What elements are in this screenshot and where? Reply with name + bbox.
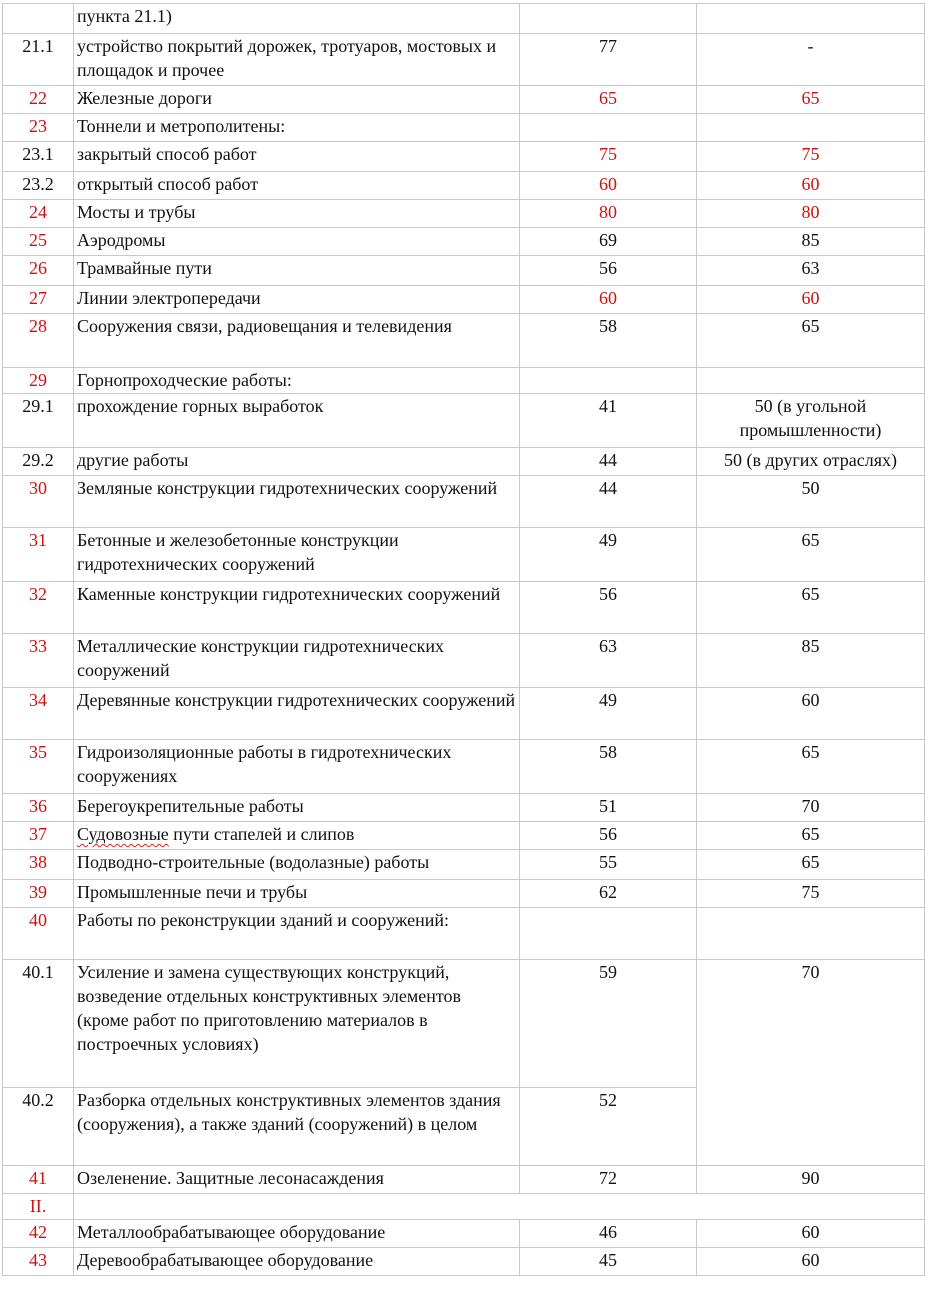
table-row [3, 908, 925, 960]
row-number: 34 [3, 688, 74, 740]
value-cell-1: 56 [520, 582, 697, 634]
value-cell-1: 41 [520, 394, 697, 448]
value-cell-2 [697, 4, 925, 34]
table-row [3, 1248, 925, 1276]
value-cell-2: 65 [697, 850, 925, 880]
value-cell-1: 44 [520, 476, 697, 528]
value-cell-2 [697, 368, 925, 394]
value-cell-1: 45 [520, 1248, 697, 1276]
table-row [3, 448, 925, 476]
row-number: 26 [3, 256, 74, 286]
work-type-cell: Деревянные конструкции гидротехнических сооружений [74, 688, 520, 740]
table-row [3, 256, 925, 286]
work-type-cell: Гидроизоляционные работы в гидротехнических сооружениях [74, 740, 520, 794]
value-cell-2: 90 [697, 1166, 925, 1194]
work-type-cell: другие работы [74, 448, 520, 476]
value-cell-2: 50 [697, 476, 925, 528]
value-cell-1: 69 [520, 228, 697, 256]
row-number: 30 [3, 476, 74, 528]
work-type-cell: Аэродромы [74, 228, 520, 256]
value-cell-1: 49 [520, 688, 697, 740]
table-row [3, 394, 925, 448]
row-number: 24 [3, 200, 74, 228]
table-row [3, 142, 925, 172]
table-row [3, 582, 925, 634]
row-number: 21.1 [3, 34, 74, 86]
work-type-cell: устройство покрытий дорожек, тротуаров, мостовых и площадок и прочее [74, 34, 520, 86]
work-type-cell: Тоннели и метрополитены: [74, 114, 520, 142]
work-type-label: пути стапелей и слипов [168, 824, 355, 844]
value-cell-1: 60 [520, 172, 697, 200]
value-cell-1: 59 [520, 960, 697, 1088]
work-type-cell: Мосты и трубы [74, 200, 520, 228]
table-row [3, 634, 925, 688]
row-number: 41 [3, 1166, 74, 1194]
row-number: 23.1 [3, 142, 74, 172]
value-cell-2: 65 [697, 740, 925, 794]
value-cell-2: 60 [697, 688, 925, 740]
value-cell-1: 44 [520, 448, 697, 476]
value-cell-2: 65 [697, 86, 925, 114]
table-row [3, 850, 925, 880]
row-number: 29.1 [3, 394, 74, 448]
work-type-cell: Разборка отдельных конструктивных элементов здания (сооружения), а также зданий (сооружений) в целом [74, 1088, 520, 1166]
value-cell-2: 63 [697, 256, 925, 286]
value-cell-1: 55 [520, 850, 697, 880]
row-number: 23.2 [3, 172, 74, 200]
value-cell-2: 60 [697, 172, 925, 200]
value-cell-1: 63 [520, 634, 697, 688]
row-number: 38 [3, 850, 74, 880]
value-cell-1: 56 [520, 822, 697, 850]
spellcheck-word: Судовозные [77, 824, 169, 844]
row-number: 40 [3, 908, 74, 960]
table-row [3, 314, 925, 368]
value-cell-2: 60 [697, 1248, 925, 1276]
row-number: II. [3, 1194, 74, 1220]
work-type-cell: прохождение горных выработок [74, 394, 520, 448]
work-type-cell: Земляные конструкции гидротехнических сооружений [74, 476, 520, 528]
value-cell-2: 85 [697, 228, 925, 256]
row-number: 36 [3, 794, 74, 822]
work-type-cell: пункта 21.1) [74, 4, 520, 34]
table-row [3, 114, 925, 142]
work-type-cell: закрытый способ работ [74, 142, 520, 172]
value-cell-1: 49 [520, 528, 697, 582]
value-cell-1 [520, 908, 697, 960]
value-cell-2: 65 [697, 314, 925, 368]
table-row [3, 286, 925, 314]
work-type-cell: Каменные конструкции гидротехнических сооружений [74, 582, 520, 634]
value-cell-2: 85 [697, 634, 925, 688]
value-cell-2: 80 [697, 200, 925, 228]
work-type-cell: открытый способ работ [74, 172, 520, 200]
norms-table [2, 3, 925, 1276]
value-cell-1: 62 [520, 880, 697, 908]
work-type-cell: Железные дороги [74, 86, 520, 114]
row-number: 29.2 [3, 448, 74, 476]
work-type-cell: Сооружения связи, радиовещания и телевидения [74, 314, 520, 368]
value-cell-2 [697, 114, 925, 142]
value-cell-1: 58 [520, 314, 697, 368]
value-cell-2: 60 [697, 286, 925, 314]
work-type-cell: Металлические конструкции гидротехнических сооружений [74, 634, 520, 688]
value-cell-2: 50 (в угольной промышленности) [697, 394, 925, 448]
row-number: 23 [3, 114, 74, 142]
work-type-cell: Трамвайные пути [74, 256, 520, 286]
value-cell-1: 51 [520, 794, 697, 822]
value-cell-2: 65 [697, 822, 925, 850]
row-number: 42 [3, 1220, 74, 1248]
work-type-cell: Горнопроходческие работы: [74, 368, 520, 394]
value-cell-1: 80 [520, 200, 697, 228]
work-type-cell: Озеленение. Защитные лесонасаждения [74, 1166, 520, 1194]
table-row [3, 794, 925, 822]
row-number: 40.2 [3, 1088, 74, 1166]
value-cell-1 [520, 368, 697, 394]
table-row [3, 4, 925, 34]
row-number: 25 [3, 228, 74, 256]
work-type-cell [74, 822, 520, 850]
value-cell-2 [697, 908, 925, 960]
value-cell-2: 65 [697, 528, 925, 582]
value-cell-1: 75 [520, 142, 697, 172]
section-cell [74, 1194, 925, 1220]
row-number: 43 [3, 1248, 74, 1276]
value-cell-1 [520, 114, 697, 142]
table-row [3, 1194, 925, 1220]
row-number: 40.1 [3, 960, 74, 1088]
value-cell-2: 50 (в других отраслях) [697, 448, 925, 476]
value-cell-1: 56 [520, 256, 697, 286]
work-type-cell: Линии электропередачи [74, 286, 520, 314]
work-type-cell: Усиление и замена существующих конструкций, возведение отдельных конструктивных элементов (кроме работ по приготовлению материалов в построечных условиях) [74, 960, 520, 1088]
table-row [3, 368, 925, 394]
row-number: 33 [3, 634, 74, 688]
work-type-cell: Работы по реконструкции зданий и сооружений: [74, 908, 520, 960]
table-row [3, 476, 925, 528]
work-type-cell: Промышленные печи и трубы [74, 880, 520, 908]
value-cell-1: 58 [520, 740, 697, 794]
row-number: 22 [3, 86, 74, 114]
work-type-cell: Подводно-строительные (водолазные) работы [74, 850, 520, 880]
value-cell-2: 75 [697, 880, 925, 908]
row-number: 39 [3, 880, 74, 908]
value-cell-2: 60 [697, 1220, 925, 1248]
row-number: 27 [3, 286, 74, 314]
table-body [3, 4, 925, 1276]
row-number [3, 4, 74, 34]
table-row [3, 960, 925, 1088]
table-row [3, 880, 925, 908]
table-row [3, 740, 925, 794]
table-row [3, 688, 925, 740]
table-row [3, 34, 925, 86]
table-row [3, 1166, 925, 1194]
work-type-cell: Металлообрабатывающее оборудование [74, 1220, 520, 1248]
table-row [3, 228, 925, 256]
table-row [3, 1220, 925, 1248]
value-cell-1: 60 [520, 286, 697, 314]
work-type-cell: Деревообрабатывающее оборудование [74, 1248, 520, 1276]
row-number: 37 [3, 822, 74, 850]
value-cell-2: 70 [697, 960, 925, 1166]
work-type-cell: Берегоукрепительные работы [74, 794, 520, 822]
row-number: 35 [3, 740, 74, 794]
row-number: 28 [3, 314, 74, 368]
value-cell-1: 72 [520, 1166, 697, 1194]
value-cell-1: 77 [520, 34, 697, 86]
table-row [3, 822, 925, 850]
value-cell-2: 75 [697, 142, 925, 172]
value-cell-1 [520, 4, 697, 34]
table-row [3, 200, 925, 228]
row-number: 32 [3, 582, 74, 634]
table-row [3, 172, 925, 200]
value-cell-2: - [697, 34, 925, 86]
row-number: 31 [3, 528, 74, 582]
value-cell-1: 65 [520, 86, 697, 114]
table-row [3, 528, 925, 582]
value-cell-2: 65 [697, 582, 925, 634]
value-cell-1: 46 [520, 1220, 697, 1248]
work-type-cell: Бетонные и железобетонные конструкции гидротехнических сооружений [74, 528, 520, 582]
table-row [3, 86, 925, 114]
value-cell-2: 70 [697, 794, 925, 822]
row-number: 29 [3, 368, 74, 394]
value-cell-1: 52 [520, 1088, 697, 1166]
